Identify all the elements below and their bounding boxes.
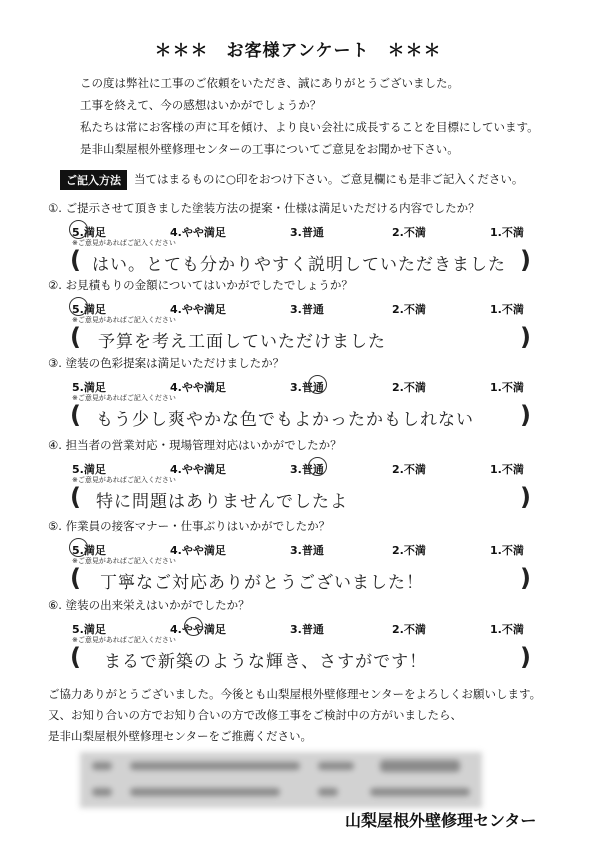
rating-option[interactable]: 2.不満 xyxy=(392,381,426,394)
rating-option[interactable]: 3.普通 xyxy=(290,226,324,239)
rating-option[interactable]: 4.やや満足 xyxy=(170,463,226,476)
rating-option[interactable]: 4.やや満足 xyxy=(170,303,226,316)
selected-rating-circle xyxy=(308,457,327,476)
rating-option[interactable]: 2.不満 xyxy=(392,303,426,316)
comment-open-paren: ( xyxy=(70,401,81,429)
company-name: 山梨屋根外壁修理センター xyxy=(345,811,537,830)
comment-note: ※ご意見があればご記入ください xyxy=(72,239,176,247)
rating-option[interactable]: 2.不満 xyxy=(392,623,426,636)
rating-option[interactable]: 3.普通 xyxy=(290,303,324,316)
instruction-text: 当てはまるものに○印をおつけ下さい。ご意見欄にも是非ご記入ください。 xyxy=(134,172,524,186)
rating-option[interactable]: 1.不満 xyxy=(490,544,524,557)
rating-option[interactable]: 5.満足 xyxy=(72,544,106,557)
rating-option[interactable]: 4.やや満足 xyxy=(170,226,226,239)
comment-close-paren: ) xyxy=(520,323,531,351)
handwritten-answer: 予算を考え工面していただけました xyxy=(98,332,386,352)
comment-open-paren: ( xyxy=(70,246,81,274)
rating-option[interactable]: 2.不満 xyxy=(392,226,426,239)
rating-option[interactable]: 2.不満 xyxy=(392,463,426,476)
comment-close-paren: ) xyxy=(520,483,531,511)
rating-option[interactable]: 1.不満 xyxy=(490,226,524,239)
rating-option[interactable]: 3.普通 xyxy=(290,463,324,476)
rating-option[interactable]: 5.満足 xyxy=(72,226,106,239)
intro-line: 私たちは常にお客様の声に耳を傾け、より良い会社に成長することを目標にしています。 xyxy=(80,120,539,134)
question-text: ②. お見積もりの金額についてはいかがでしたでしょうか？ xyxy=(48,278,353,292)
question-text: ①. ご提示させて頂きました塗装方法の提案・仕様は満足いただける内容でしたか？ xyxy=(48,201,480,215)
handwritten-answer: まるで新築のような輝き、さすがです！ xyxy=(104,652,428,672)
blurred-customer-info xyxy=(80,752,482,808)
comment-note: ※ご意見があればご記入ください xyxy=(72,557,176,565)
comment-open-paren: ( xyxy=(70,564,81,592)
comment-close-paren: ) xyxy=(520,246,531,274)
handwritten-answer: 特に問題はありませんでしたよ xyxy=(96,492,348,512)
comment-open-paren: ( xyxy=(70,643,81,671)
selected-rating-circle xyxy=(69,220,88,239)
rating-option[interactable]: 1.不満 xyxy=(490,381,524,394)
rating-option[interactable]: 4.やや満足 xyxy=(170,544,226,557)
rating-option[interactable]: 1.不満 xyxy=(490,303,524,316)
question-text: ③. 塗装の色彩提案は満足いただけましたか？ xyxy=(48,356,285,370)
rating-option[interactable]: 3.普通 xyxy=(290,381,324,394)
rating-option[interactable]: 1.不満 xyxy=(490,623,524,636)
comment-note: ※ご意見があればご記入ください xyxy=(72,316,176,324)
comment-note: ※ご意見があればご記入ください xyxy=(72,636,176,644)
question-text: ⑤. 作業員の接客マナー・仕事ぶりはいかがでしたか？ xyxy=(48,519,331,533)
comment-note: ※ご意見があればご記入ください xyxy=(72,394,176,402)
comment-note: ※ご意見があればご記入ください xyxy=(72,476,176,484)
selected-rating-circle xyxy=(184,617,203,636)
rating-option[interactable]: 4.やや満足 xyxy=(170,623,226,636)
comment-close-paren: ) xyxy=(520,564,531,592)
comment-open-paren: ( xyxy=(70,483,81,511)
rating-option[interactable]: 1.不満 xyxy=(490,463,524,476)
intro-line: 工事を終えて、今の感想はいかがでしょうか？ xyxy=(80,98,322,112)
rating-option[interactable]: 2.不満 xyxy=(392,544,426,557)
selected-rating-circle xyxy=(69,538,88,557)
handwritten-answer: 丁寧なご対応ありがとうございました！ xyxy=(100,573,424,593)
instruction-label: ご記入方法 xyxy=(60,170,127,190)
selected-rating-circle xyxy=(308,375,327,394)
comment-close-paren: ) xyxy=(520,643,531,671)
question-text: ④. 担当者の営業対応・現場管理対応はいかがでしたか？ xyxy=(48,438,342,452)
closing-line: ご協力ありがとうございました。今後とも山梨屋根外壁修理センターをよろしくお願いします。 xyxy=(48,687,542,701)
selected-rating-circle xyxy=(69,297,88,316)
intro-line: 是非山梨屋根外壁修理センターの工事についてご意見をお聞かせ下さい。 xyxy=(80,142,459,156)
comment-close-paren: ) xyxy=(520,401,531,429)
rating-option[interactable]: 5.満足 xyxy=(72,463,106,476)
intro-line: この度は弊社に工事のご依頼をいただき、誠にありがとうございました。 xyxy=(80,76,460,90)
rating-option[interactable]: 5.満足 xyxy=(72,381,106,394)
rating-option[interactable]: 5.満足 xyxy=(72,303,106,316)
rating-option[interactable]: 3.普通 xyxy=(290,623,324,636)
closing-line: 又、お知り合いの方でお知り合いの方で改修工事をご検討中の方がいましたら、 xyxy=(48,708,462,722)
survey-title: ＊＊＊ お客様アンケート ＊＊＊ xyxy=(154,41,442,61)
handwritten-answer: はい。とても分かりやすく説明していただきました xyxy=(92,255,506,275)
rating-option[interactable]: 3.普通 xyxy=(290,544,324,557)
question-text: ⑥. 塗装の出来栄えはいかがでしたか？ xyxy=(48,598,250,612)
comment-open-paren: ( xyxy=(70,323,81,351)
rating-option[interactable]: 5.満足 xyxy=(72,623,106,636)
handwritten-answer: もう少し爽やかな色でもよかったかもしれない xyxy=(96,410,474,430)
rating-option[interactable]: 4.やや満足 xyxy=(170,381,226,394)
closing-line: 是非山梨屋根外壁修理センターをご推薦ください。 xyxy=(48,729,313,743)
